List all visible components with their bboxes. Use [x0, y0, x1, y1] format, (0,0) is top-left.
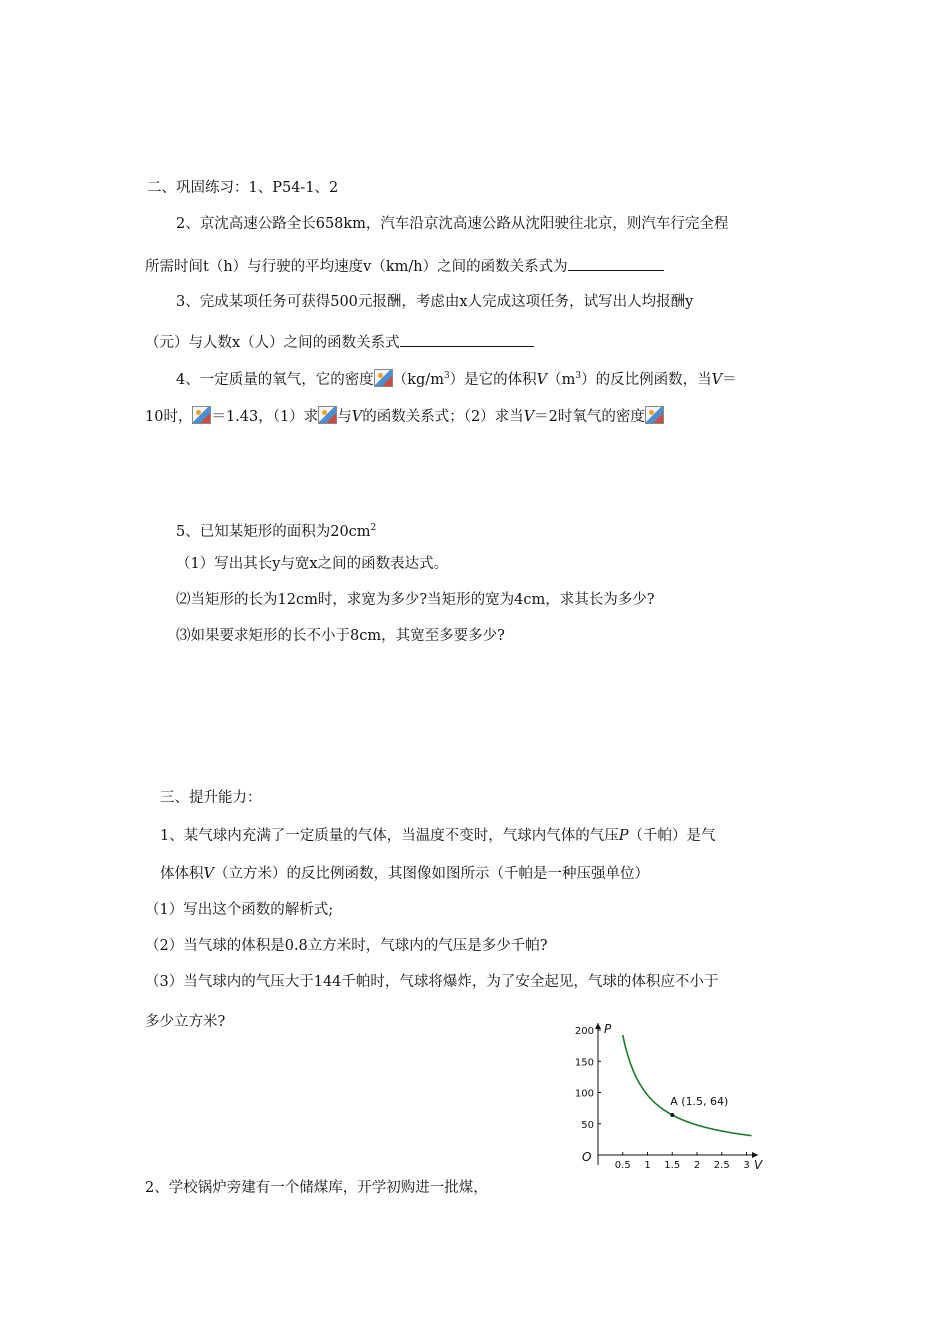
- q2-line2: [145, 256, 664, 277]
- q4-text-i: 与: [337, 409, 352, 425]
- q5-sub1: （1）写出其长y与宽x之间的函数表达式。: [176, 556, 449, 572]
- broken-image-icon: [192, 406, 211, 424]
- s3-q1-text-a: 1、某气球内充满了一定质量的气体，当温度不变时，气球内气体的气压: [160, 828, 619, 844]
- q3-answer-blank[interactable]: [400, 332, 534, 347]
- s3-q1-line1: [160, 826, 716, 846]
- q4-text-a: 4、一定质量的氧气，它的密度: [176, 371, 374, 388]
- x-tick-label: 1: [644, 1160, 651, 1171]
- s3-q1-sub1: （1）写出这个函数的解析式;: [145, 902, 334, 918]
- q5-sup: 2: [370, 523, 377, 533]
- q4-text-f: ＝: [722, 371, 737, 388]
- s3-q1-var-v: V: [203, 866, 214, 882]
- s3-q1-text-d: （立方米）的反比例函数，其图像如图所示（千帕是一种压强单位）: [213, 866, 649, 882]
- q5-sub2: ⑵当矩形的长为12cm时，求宽为多少?当矩形的宽为4cm，求其长为多少?: [176, 592, 655, 608]
- s3-q2-line: 2、学校锅炉旁建有一个储煤库，开学初购进一批煤，: [145, 1180, 488, 1196]
- q5-line1: [176, 518, 376, 542]
- broken-image-icon: [645, 406, 664, 424]
- q4-var-v4: V: [523, 409, 535, 425]
- q4-text-e: ）的反比例函数，当: [581, 371, 712, 388]
- data-point-label: A (1.5, 64): [670, 1095, 729, 1108]
- x-tick-label: 2: [693, 1160, 701, 1171]
- y-tick-label: 150: [574, 1057, 594, 1069]
- x-tick-label: 3: [743, 1160, 750, 1171]
- q4-text-b: （kg/m: [392, 371, 444, 388]
- section2-heading: 二、巩固练习：1、P54-1、2: [147, 180, 339, 196]
- s3-q1-sub2: （2）当气球的体积是0.8立方米时，气球内的气压是多少千帕?: [145, 938, 548, 954]
- q3-line2: [145, 332, 534, 353]
- q4-text-h: ＝1.43，（1）求: [211, 409, 319, 425]
- q4-text-c: ）是它的体积: [449, 371, 537, 388]
- q2-answer-blank[interactable]: [568, 256, 664, 271]
- q4-sup2: 3: [575, 371, 582, 381]
- q4-text-d: （m: [547, 371, 576, 388]
- x-tick-label: 2.5: [713, 1160, 730, 1171]
- origin-label: O: [582, 1150, 592, 1164]
- y-tick-label: 200: [574, 1026, 594, 1037]
- q2-line1: 2、京沈高速公路全长658km，汽车沿京沈高速公路从沈阳驶往北京，则汽车行完全程: [176, 216, 729, 232]
- q4-line1: [176, 366, 737, 390]
- s3-q1-sub3b: 多少立方米?: [145, 1014, 226, 1030]
- s3-q1-text-c: 体体积: [160, 866, 204, 882]
- q5-text: 5、已知某矩形的面积为20cm: [176, 523, 371, 540]
- series-line: [623, 1035, 752, 1136]
- s3-q1-sub3: （3）当气球内的气压大于144千帕时，气球将爆炸，为了安全起见，气球的体积应不小于: [145, 974, 719, 990]
- q3-line1: 3、完成某项任务可获得500元报酬，考虑由x人完成这项任务，试写出人均报酬y: [176, 294, 694, 310]
- data-point-a: [670, 1113, 674, 1117]
- broken-image-icon: [374, 369, 393, 387]
- q4-var-v3: V: [351, 409, 363, 425]
- broken-image-icon: [318, 406, 337, 424]
- section3-heading: 三、提升能力：: [160, 790, 262, 806]
- s3-q1-line2: [160, 864, 649, 884]
- q4-text-g: 10时，: [145, 409, 193, 425]
- q4-line2: [145, 406, 664, 427]
- q4-text-k: ＝2时氧气的密度: [534, 409, 645, 425]
- q4-sup: 3: [443, 371, 450, 381]
- y-axis-arrow: [595, 1023, 601, 1029]
- x-tick-label: 0.5: [614, 1160, 631, 1171]
- chart-layer: [575, 1022, 763, 1172]
- q5-sub3: ⑶如果要求矩形的长不小于8cm，其宽至多要多少?: [176, 628, 505, 644]
- s3-q1-text-b: （千帕）是气: [628, 828, 716, 844]
- y-axis-label: P: [604, 1022, 612, 1036]
- s3-q1-var-p: P: [618, 828, 629, 844]
- q3-text: （元）与人数x（人）之间的函数关系式: [145, 335, 400, 351]
- x-tick-label: 1.5: [664, 1160, 681, 1171]
- q2-text: 所需时间t（h）与行驶的平均速度v（km/h）之间的函数关系式为: [145, 259, 568, 275]
- q4-var-v2: V: [711, 371, 723, 388]
- y-tick-label: 100: [574, 1088, 594, 1100]
- pressure-volume-chart: [560, 1015, 770, 1180]
- q4-var-v: V: [536, 371, 548, 388]
- y-tick-label: 50: [581, 1119, 594, 1131]
- q4-text-j: 的函数关系式；（2）求当: [362, 409, 524, 425]
- x-axis-label: V: [754, 1158, 763, 1172]
